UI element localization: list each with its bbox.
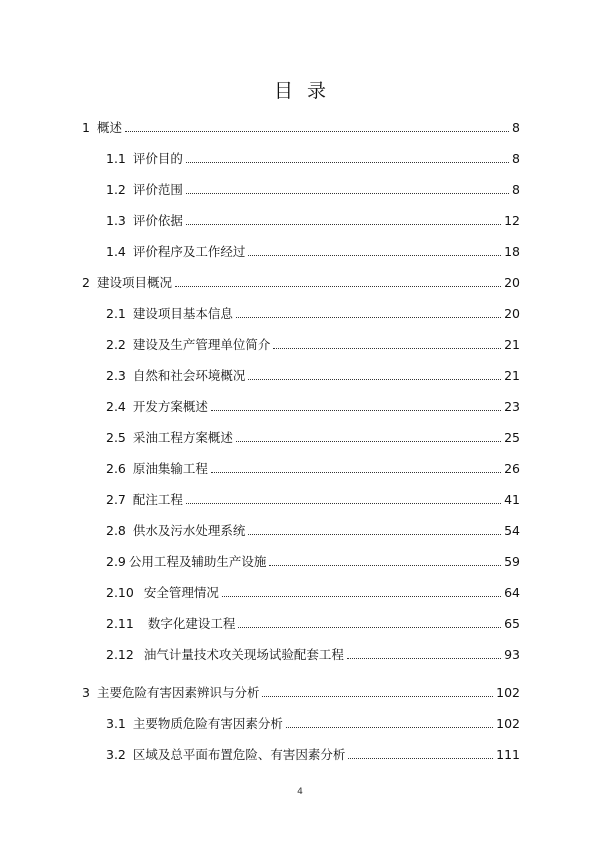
toc-entry-label: 供水及污水处理系统 bbox=[132, 523, 246, 538]
toc-entry-page: 21 bbox=[504, 337, 520, 352]
toc-entry-number: 2.11 bbox=[106, 616, 134, 631]
toc-entry-number: 2 bbox=[82, 275, 90, 290]
leader-dots bbox=[347, 658, 501, 659]
toc-entry-number: 2.1 bbox=[106, 306, 126, 321]
toc-entry-label: 主要物质危险有害因素分析 bbox=[132, 716, 283, 731]
toc-entry-number: 2.8 bbox=[106, 523, 126, 538]
toc-entry-label: 评价范围 bbox=[132, 182, 183, 197]
toc-entry-number: 1 bbox=[82, 120, 90, 135]
leader-dots bbox=[286, 727, 493, 728]
toc-entry-label: 概述 bbox=[96, 120, 122, 135]
toc-entry-label: 建设项目基本信息 bbox=[132, 306, 233, 321]
leader-dots bbox=[248, 255, 501, 256]
toc-entry-page: 111 bbox=[496, 747, 520, 762]
leader-dots bbox=[236, 441, 501, 442]
toc-title-char-1: 目 bbox=[273, 80, 293, 102]
toc-entry-label: 区域及总平面布置危险、有害因素分析 bbox=[132, 747, 346, 762]
toc-entry-2-12[interactable] bbox=[106, 645, 520, 663]
toc-entry-2-9[interactable] bbox=[106, 552, 520, 570]
toc-entry-number: 1.1 bbox=[106, 151, 126, 166]
toc-entry-number: 2.5 bbox=[106, 430, 126, 445]
toc-entry-page: 25 bbox=[504, 430, 520, 445]
leader-dots bbox=[125, 131, 509, 132]
toc-entry-2-8[interactable] bbox=[106, 521, 520, 539]
toc-entry-label: 公用工程及辅助生产设施 bbox=[128, 554, 267, 569]
toc-entry-2-10[interactable] bbox=[106, 583, 520, 601]
toc-entry-2-2[interactable] bbox=[106, 335, 520, 353]
toc-entry-page: 41 bbox=[504, 492, 520, 507]
toc-entry-page: 18 bbox=[504, 244, 520, 259]
toc-entry-label: 油气计量技术攻关现场试验配套工程 bbox=[143, 647, 344, 662]
leader-dots bbox=[175, 286, 501, 287]
toc-entry-page: 26 bbox=[504, 461, 520, 476]
toc-entry-1-4[interactable] bbox=[106, 242, 520, 260]
leader-dots bbox=[186, 503, 501, 504]
leader-dots bbox=[211, 410, 501, 411]
leader-dots bbox=[348, 758, 493, 759]
toc-entry-label: 主要危险有害因素辨识与分析 bbox=[96, 685, 260, 700]
page-number: 4 bbox=[297, 787, 303, 797]
toc-entry-number: 2.10 bbox=[106, 585, 134, 600]
toc-entry-number: 1.3 bbox=[106, 213, 126, 228]
toc-entry-2-1[interactable] bbox=[106, 304, 520, 322]
toc-entry-number: 1.4 bbox=[106, 244, 126, 259]
toc-entry-number: 2.6 bbox=[106, 461, 126, 476]
leader-dots bbox=[262, 696, 493, 697]
toc-entry-page: 65 bbox=[504, 616, 520, 631]
toc-entry-3-2[interactable] bbox=[106, 745, 520, 763]
toc-entry-page: 64 bbox=[504, 585, 520, 600]
toc-entry-page: 93 bbox=[504, 647, 520, 662]
toc-entry-page: 23 bbox=[504, 399, 520, 414]
toc-entry-number: 3.2 bbox=[106, 747, 126, 762]
leader-dots bbox=[186, 224, 501, 225]
leader-dots bbox=[236, 317, 501, 318]
toc-entry-3-1[interactable] bbox=[106, 714, 520, 732]
toc-entry-number: 2.12 bbox=[106, 647, 134, 662]
toc-entry-page: 8 bbox=[512, 151, 520, 166]
toc-entry-page: 8 bbox=[512, 182, 520, 197]
leader-dots bbox=[248, 379, 501, 380]
toc-entry-label: 评价依据 bbox=[132, 213, 183, 228]
leader-dots bbox=[273, 348, 501, 349]
toc-entry-page: 12 bbox=[504, 213, 520, 228]
toc-entry-page: 102 bbox=[496, 716, 520, 731]
toc-entry-1[interactable] bbox=[82, 118, 520, 136]
leader-dots bbox=[186, 193, 509, 194]
toc-title bbox=[0, 76, 600, 103]
toc-entry-label: 评价程序及工作经过 bbox=[132, 244, 246, 259]
toc-entry-number: 1.2 bbox=[106, 182, 126, 197]
toc-entry-page: 21 bbox=[504, 368, 520, 383]
toc-entry-1-3[interactable] bbox=[106, 211, 520, 229]
toc-entry-page: 102 bbox=[496, 685, 520, 700]
leader-dots bbox=[238, 627, 501, 628]
toc-entry-label: 原油集输工程 bbox=[132, 461, 208, 476]
leader-dots bbox=[211, 472, 501, 473]
toc-entry-label: 建设项目概况 bbox=[96, 275, 172, 290]
toc-entry-number: 2.3 bbox=[106, 368, 126, 383]
toc-entry-number: 3 bbox=[82, 685, 90, 700]
toc-entry-number: 2.4 bbox=[106, 399, 126, 414]
toc-entry-label: 建设及生产管理单位简介 bbox=[132, 337, 271, 352]
toc-entry-number: 2.2 bbox=[106, 337, 126, 352]
toc-entry-2[interactable] bbox=[82, 273, 520, 291]
toc-entry-number: 3.1 bbox=[106, 716, 126, 731]
toc-entry-page: 59 bbox=[504, 554, 520, 569]
toc-entry-2-5[interactable] bbox=[106, 428, 520, 446]
toc-entry-page: 20 bbox=[504, 275, 520, 290]
leader-dots bbox=[222, 596, 501, 597]
toc-entry-number: 2.9 bbox=[106, 554, 126, 569]
leader-dots bbox=[248, 534, 501, 535]
toc-entry-page: 20 bbox=[504, 306, 520, 321]
toc-entry-label: 采油工程方案概述 bbox=[132, 430, 233, 445]
toc-entry-label: 数字化建设工程 bbox=[147, 616, 236, 631]
toc-entry-2-6[interactable] bbox=[106, 459, 520, 477]
toc-entry-number: 2.7 bbox=[106, 492, 126, 507]
toc-entry-label: 评价目的 bbox=[132, 151, 183, 166]
toc-entry-1-1[interactable] bbox=[106, 149, 520, 167]
leader-dots bbox=[186, 162, 509, 163]
toc-entry-page: 8 bbox=[512, 120, 520, 135]
toc-entry-2-4[interactable] bbox=[106, 397, 520, 415]
toc-entry-page: 54 bbox=[504, 523, 520, 538]
toc-entry-3[interactable] bbox=[82, 683, 520, 701]
toc-entry-label: 配注工程 bbox=[132, 492, 183, 507]
leader-dots bbox=[269, 565, 501, 566]
toc-entry-2-7[interactable] bbox=[106, 490, 520, 508]
toc-title-char-2: 录 bbox=[307, 80, 327, 102]
toc-entry-2-11[interactable] bbox=[106, 614, 520, 632]
toc-entry-label: 安全管理情况 bbox=[143, 585, 219, 600]
toc-entry-2-3[interactable] bbox=[106, 366, 520, 384]
toc-entry-1-2[interactable] bbox=[106, 180, 520, 198]
toc-entry-label: 开发方案概述 bbox=[132, 399, 208, 414]
toc-entry-label: 自然和社会环境概况 bbox=[132, 368, 246, 383]
